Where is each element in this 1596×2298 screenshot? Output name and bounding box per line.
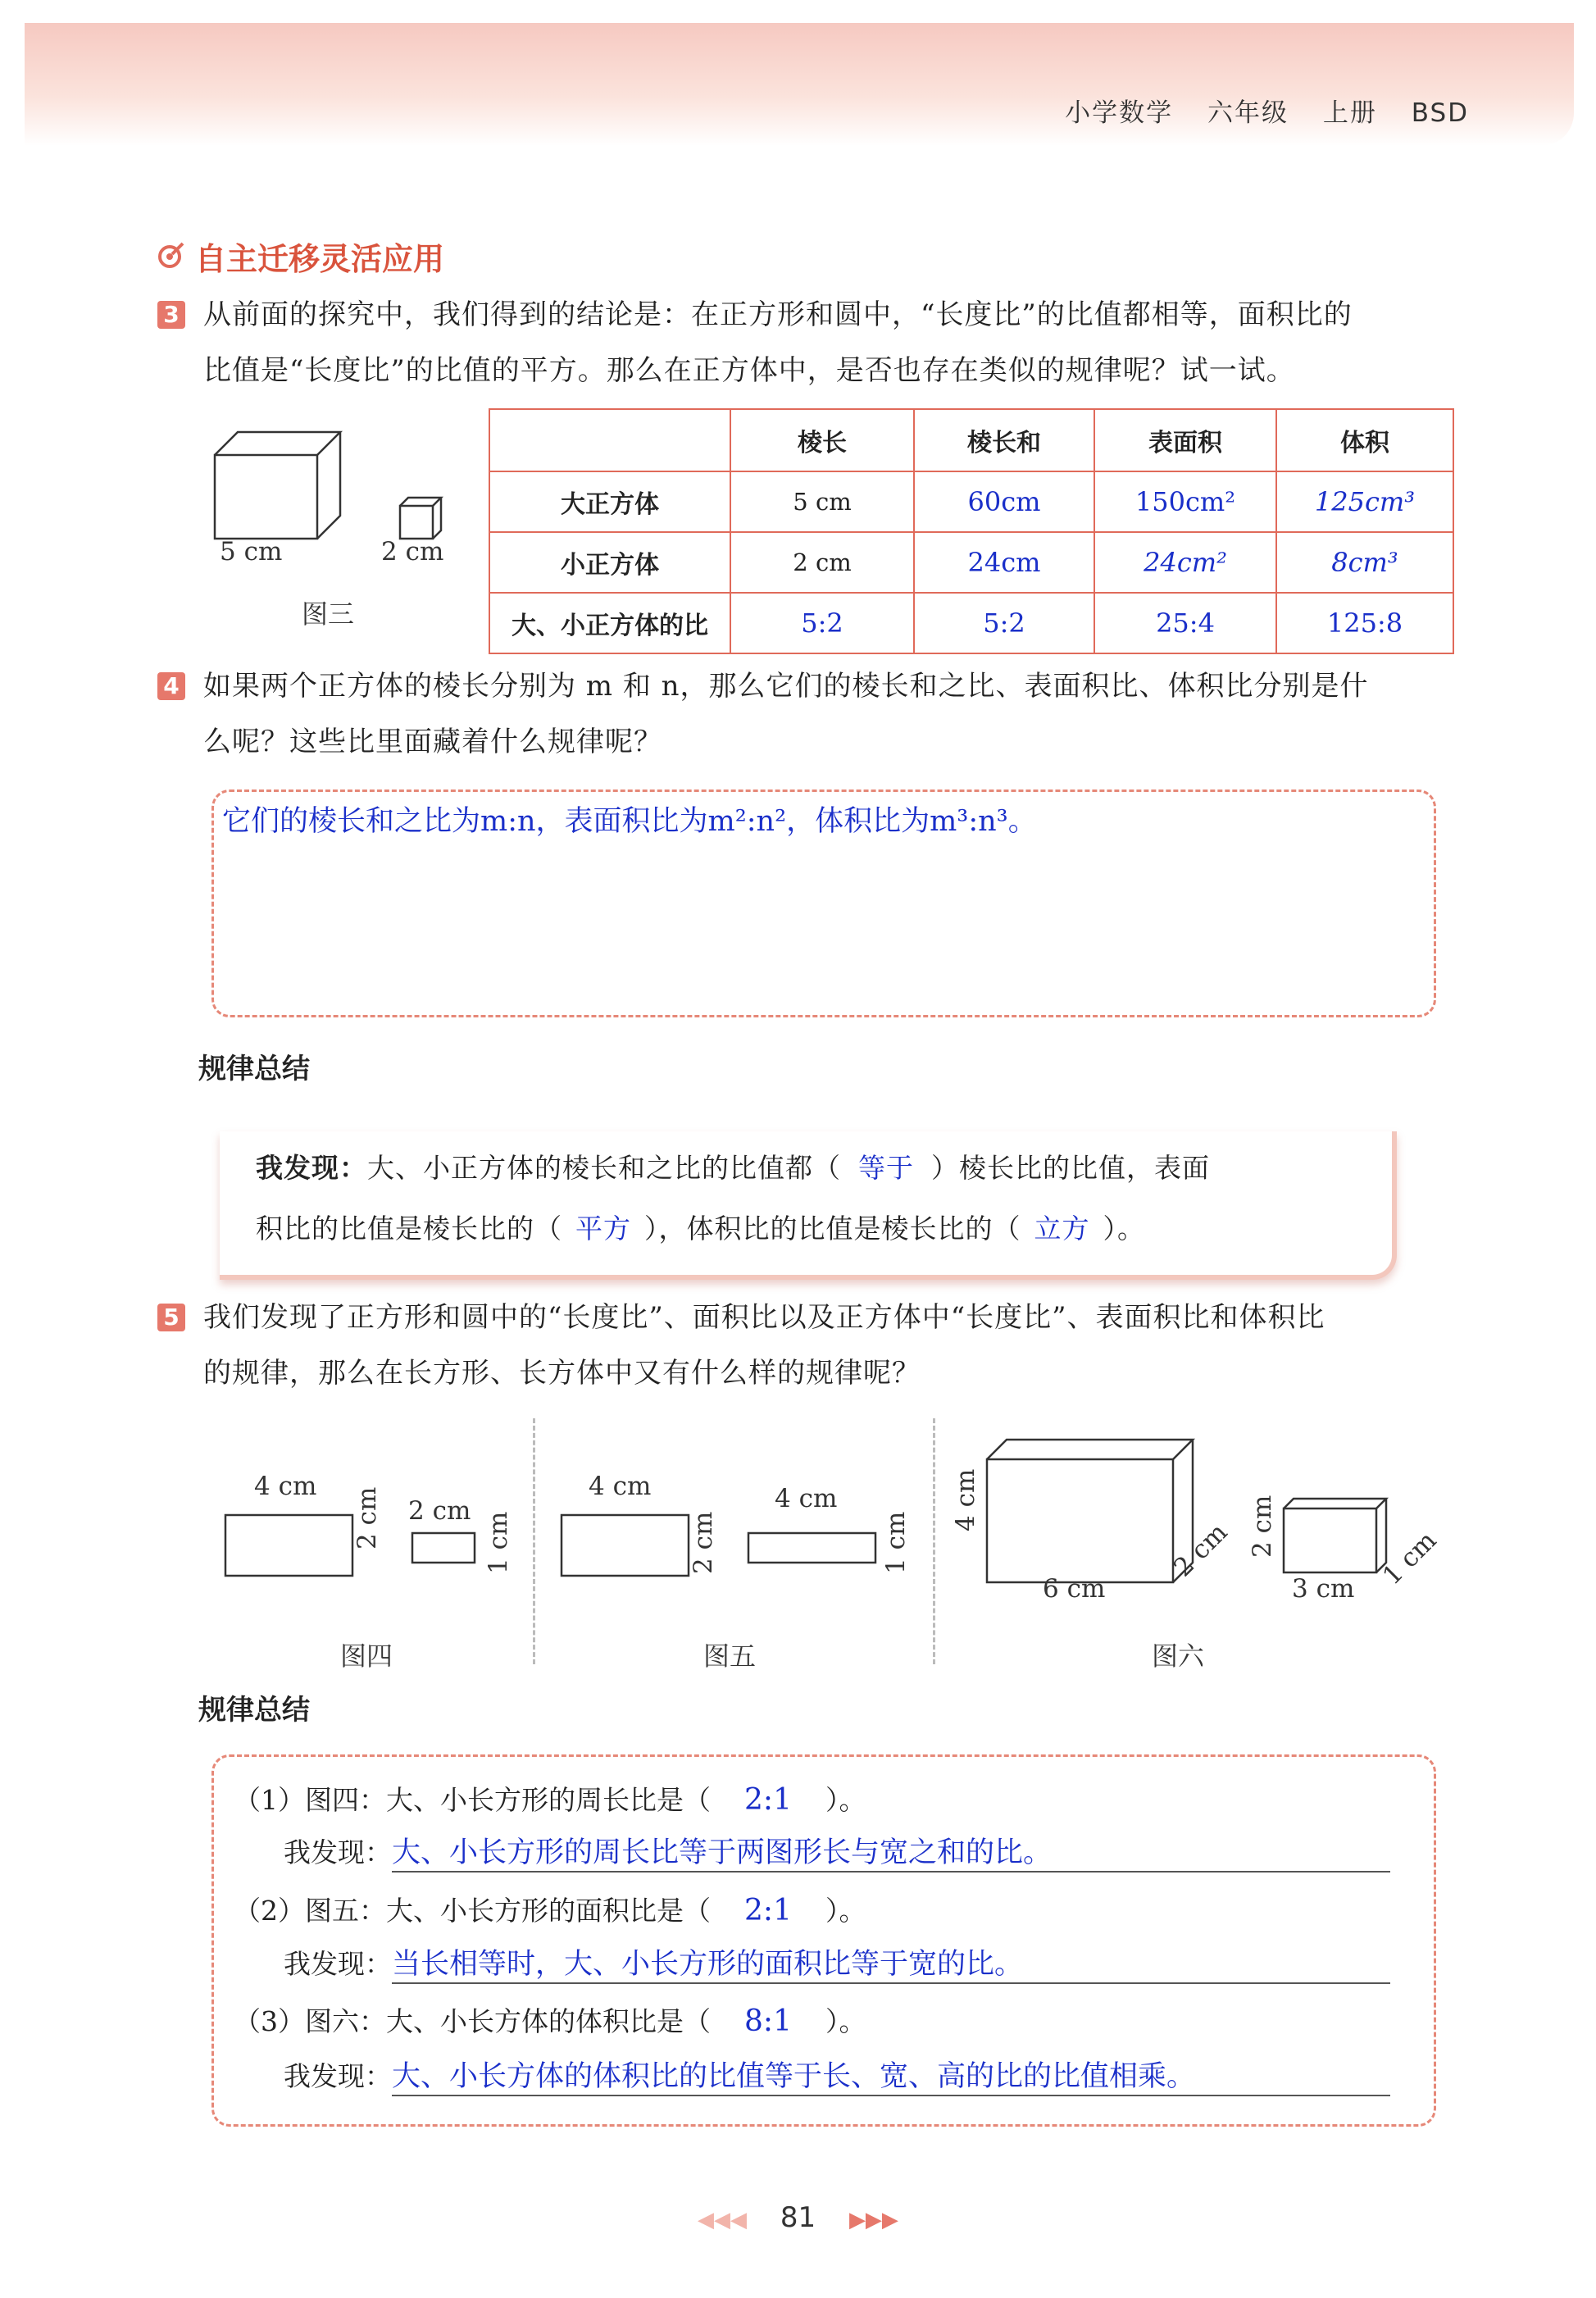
header-volume: 上册	[1322, 98, 1377, 128]
q3-line1: 从前面的探究中，我们得到的结论是：在正方形和圆中，“长度比”的比值都相等，面积比的	[203, 298, 1353, 331]
summary1-label: 我发现：	[256, 1152, 367, 1184]
fig4-big-rect	[225, 1515, 352, 1576]
find2-label: 我发现：	[284, 1948, 392, 1980]
q5-text	[203, 1290, 1564, 1401]
q3-line2: 比值是“长度比”的比值的平方。那么在正方体中，是否也存在类似的规律呢？试一试。	[203, 354, 1295, 387]
table-row-label: 大、小正方体的比	[489, 593, 730, 653]
summary2-find2	[284, 1941, 1390, 1984]
cube-table	[489, 408, 1454, 654]
fig3-small-label: 2 cm	[381, 537, 444, 567]
q5-line2: 的规律，那么在长方形、长方体中又有什么样的规律呢？	[203, 1357, 921, 1390]
table-header-cell: 棱长和	[914, 409, 1094, 471]
fig6-caption: 图六	[1152, 1640, 1205, 1672]
page-footer	[0, 2201, 1596, 2234]
fig5-big-rect	[562, 1515, 689, 1576]
table-row	[489, 471, 1453, 532]
question-number-5: 5	[157, 1304, 185, 1331]
fig6-big-height: 4 cm	[951, 1468, 980, 1531]
fig6-small-height: 2 cm	[1248, 1495, 1277, 1558]
table-answer-cell: 125:8	[1276, 593, 1453, 653]
q4-answer: 它们的棱长和之比为m:n，表面积比为m²:n²，体积比为m³:n³。	[222, 805, 1037, 838]
summary2-title: 规律总结	[198, 1694, 310, 1727]
summary1-text	[256, 1138, 1210, 1259]
fig4-caption: 图四	[340, 1640, 393, 1672]
find1-answer: 大、小长方形的周长比等于两图形长与宽之和的比。	[392, 1830, 1390, 1873]
fig3-caption: 图三	[302, 598, 355, 630]
summary2-item1	[234, 1779, 866, 1818]
table-header-cell: 体积	[1276, 409, 1453, 471]
table-row-label: 小正方体	[489, 532, 730, 593]
fig5-big-height: 2 cm	[689, 1511, 718, 1574]
item2-answer: 2:1	[744, 1894, 792, 1927]
table-answer-cell: 25:4	[1094, 593, 1276, 653]
item2-end: ）。	[825, 1895, 866, 1927]
summary1-text-e: ）。	[1103, 1213, 1145, 1245]
summary2-find1	[284, 1830, 1390, 1873]
summary1-line1	[256, 1138, 1210, 1199]
summary1-text-c: 积比的比值是棱长比的（	[256, 1213, 562, 1245]
q5-line1: 我们发现了正方形和圆中的“长度比”、面积比以及正方体中“长度比”、表面积比和体积比	[203, 1301, 1325, 1334]
header-info	[1040, 92, 1469, 129]
question-number-3: 3	[157, 301, 185, 329]
fig5-small-height: 1 cm	[881, 1511, 911, 1574]
table-row-label: 大正方体	[489, 471, 730, 532]
next-arrows-icon: ▶▶▶	[848, 2208, 898, 2232]
prev-arrows-icon: ◀◀◀	[698, 2208, 748, 2232]
fig6-small-width: 1 cm	[1377, 1526, 1443, 1591]
item1-answer: 2:1	[744, 1783, 792, 1817]
table-answer-cell: 5:2	[730, 593, 914, 653]
find3-answer: 大、小长方体的体积比的比值等于长、宽、高的比的比值相乘。	[392, 2054, 1390, 2096]
q4-text	[203, 658, 1548, 770]
table-header-cell: 表面积	[1094, 409, 1276, 471]
item3-text: （3）图六：大、小长方体的体积比是（	[234, 2005, 711, 2037]
table-answer-cell: 125cm³	[1276, 471, 1453, 532]
q4-answer-box	[211, 790, 1436, 1017]
table-header-cell: 棱长	[730, 409, 914, 471]
summary1-text-a: 大、小正方体的棱长和之比的比值都（	[367, 1152, 841, 1184]
table-answer-cell: 24cm²	[1094, 532, 1276, 593]
section-title: 自主迁移灵活应用	[195, 241, 445, 277]
fig4-small-rect	[412, 1533, 475, 1563]
table-answer-cell: 150cm²	[1094, 471, 1276, 532]
item1-text: （1）图四：大、小长方形的周长比是（	[234, 1784, 711, 1816]
table-answer-cell: 24cm	[914, 532, 1094, 593]
fig6-small-box	[1284, 1499, 1386, 1572]
summary1-line2	[256, 1199, 1210, 1259]
item1-end: ）。	[825, 1784, 866, 1816]
fig5-small-width: 4 cm	[775, 1484, 838, 1513]
small-cube	[400, 498, 441, 539]
table-header-row	[489, 409, 1453, 471]
table-answer-cell: 5:2	[914, 593, 1094, 653]
fig4-small-height: 1 cm	[484, 1511, 513, 1574]
find3-label: 我发现：	[284, 2060, 392, 2092]
q4-line1: 如果两个正方体的棱长分别为 m 和 n，那么它们的棱长和之比、表面积比、体积比分别是什	[203, 670, 1369, 703]
table-cell: 2 cm	[730, 532, 914, 593]
summary1-answer-2: 平方	[575, 1213, 631, 1245]
item3-end: ）。	[825, 2005, 866, 2037]
summary2-item3	[234, 2000, 866, 2039]
figure3-cubes	[205, 422, 467, 545]
fig4-small-width: 2 cm	[408, 1496, 471, 1526]
page-number: 81	[780, 2201, 816, 2234]
fig6-big-length: 6 cm	[1043, 1574, 1106, 1604]
find1-label: 我发现：	[284, 1836, 392, 1868]
summary1-text-d: ），体积比的比值是棱长比的（	[644, 1213, 1021, 1245]
fig5-caption: 图五	[703, 1640, 757, 1672]
item2-text: （2）图五：大、小长方形的面积比是（	[234, 1895, 711, 1927]
header-edition: BSD	[1411, 98, 1469, 128]
fig4-big-width: 4 cm	[254, 1472, 317, 1501]
fig6-big-width: 2 cm	[1168, 1518, 1234, 1583]
big-cube	[215, 432, 340, 539]
fig4-big-height: 2 cm	[352, 1486, 382, 1549]
q4-line2: 么呢？这些比里面藏着什么规律呢？	[203, 726, 662, 758]
fig5-big-width: 4 cm	[589, 1472, 652, 1501]
summary2-find3	[284, 2054, 1390, 2096]
q3-text	[203, 287, 1548, 398]
summary2-item2	[234, 1890, 866, 1928]
fig3-big-label: 5 cm	[220, 537, 283, 567]
table-answer-cell: 60cm	[914, 471, 1094, 532]
question-number-4: 4	[157, 672, 185, 700]
summary1-title: 规律总结	[198, 1053, 310, 1085]
summary1-answer-3: 立方	[1034, 1213, 1090, 1245]
fig6-big-box	[987, 1440, 1193, 1582]
header-subject: 小学数学	[1065, 98, 1174, 128]
table-row	[489, 532, 1453, 593]
target-icon	[157, 241, 185, 269]
fig5-small-rect	[748, 1533, 875, 1563]
summary1-text-b: ）棱长比的比值，表面	[931, 1152, 1210, 1184]
find2-answer: 当长相等时，大、小长方形的面积比等于宽的比。	[392, 1941, 1390, 1984]
item3-answer: 8:1	[744, 2004, 792, 2038]
table-answer-cell: 8cm³	[1276, 532, 1453, 593]
fig6-small-length: 3 cm	[1292, 1574, 1355, 1604]
summary1-answer-1: 等于	[858, 1152, 914, 1184]
table-cell: 5 cm	[730, 471, 914, 532]
table-row	[489, 593, 1453, 653]
header-grade: 六年级	[1207, 98, 1289, 128]
table-header-cell	[489, 409, 730, 471]
